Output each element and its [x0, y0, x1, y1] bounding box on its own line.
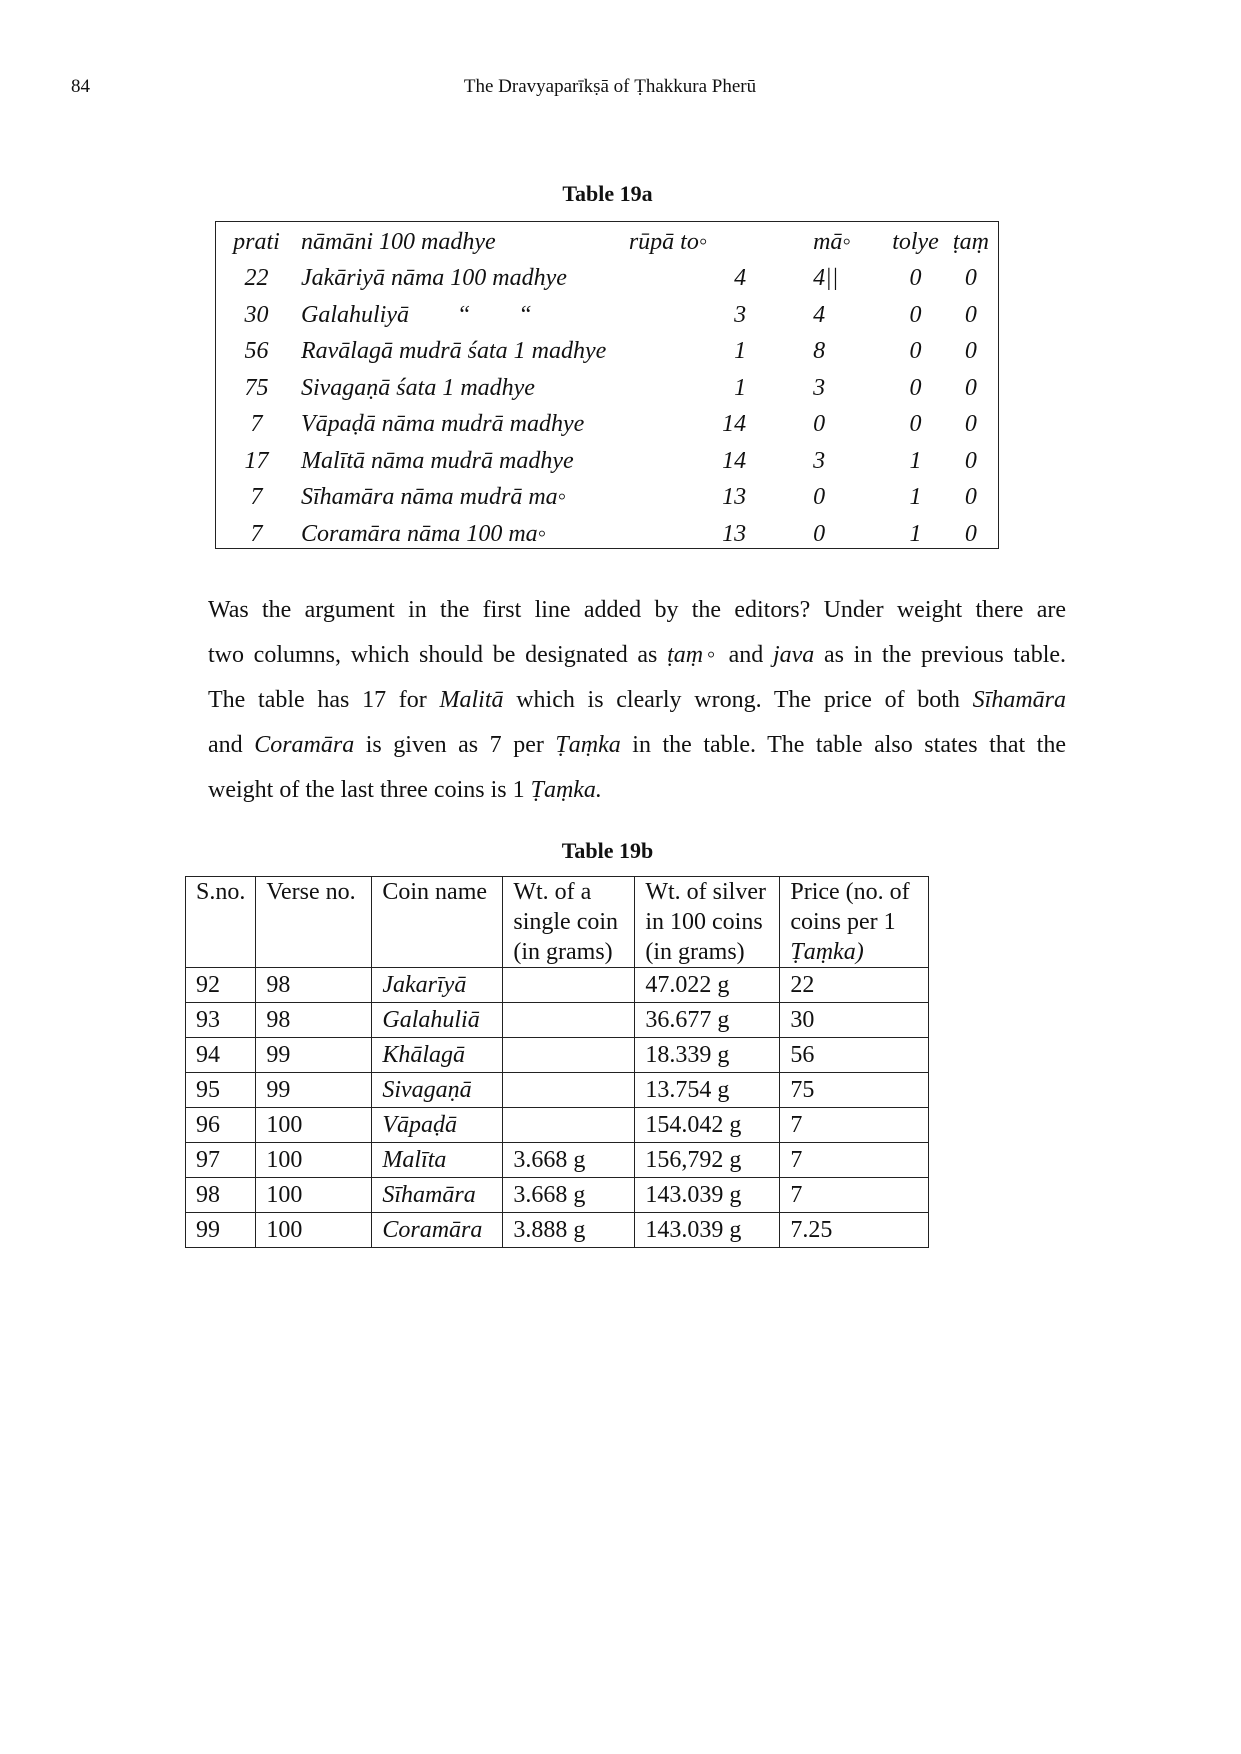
single-weight-cell — [503, 1003, 635, 1038]
table-19b-header-cell — [186, 877, 256, 968]
table-19a-header-cell: nāmāni 100 madhye — [300, 228, 496, 255]
table-19a-cell: 0 — [964, 484, 977, 511]
header-line: coins per 1 — [790, 909, 896, 935]
table-19a-cell: 56 — [244, 338, 269, 365]
table-19b-row — [186, 968, 929, 1003]
single-weight-cell — [503, 1073, 635, 1108]
table-19a-cell: 0 — [909, 338, 922, 365]
table-19a-cell: 0 — [909, 265, 922, 292]
table-19b-row — [186, 1003, 929, 1038]
table-19a-cell: 30 — [244, 301, 269, 328]
italic-term: java — [772, 642, 815, 668]
verse-cell: 99 — [256, 1073, 372, 1108]
coin-name-cell: Sivagaṇā — [372, 1073, 503, 1108]
table-19b-caption: Table 19b — [561, 838, 654, 863]
table-19a-cell: 0 — [909, 374, 922, 401]
single-weight-cell — [503, 968, 635, 1003]
coin-name-cell: Khālagā — [372, 1038, 503, 1073]
table-19a-cell: 0 — [964, 374, 977, 401]
text-run: in the table. The table also states that the — [620, 732, 1067, 758]
text-run: and — [718, 642, 773, 668]
table-19a-cell: 0 — [813, 484, 826, 511]
paragraph-line — [208, 768, 1066, 813]
table-19a-cell: 0 — [964, 338, 977, 365]
table-19b-row — [186, 1038, 929, 1073]
table-19a-header-cell: rūpā to◦ — [628, 228, 708, 255]
header-line: (in grams) — [513, 939, 613, 965]
table-19a-cell: 22 — [244, 265, 269, 292]
table-19b-header-cell — [780, 877, 929, 968]
table-19a-cell: 7 — [250, 411, 263, 438]
italic-term: Malitā — [439, 687, 504, 713]
table-19a-cell: 13 — [722, 484, 747, 511]
silver-weight-cell: 156,792 g — [635, 1143, 780, 1178]
body-paragraph — [208, 588, 1066, 813]
price-cell: 7 — [780, 1178, 929, 1213]
table-19b-header-cell — [503, 877, 635, 968]
coin-name-cell: Sīhamāra — [372, 1178, 503, 1213]
table-19a-cell: Coramāra nāma 100 ma◦ — [300, 520, 547, 547]
table-19b-row — [186, 1178, 929, 1213]
italic-term: Coramāra — [254, 732, 355, 758]
header-line: (in grams) — [645, 939, 745, 965]
paragraph-line — [208, 588, 1066, 633]
single-weight-cell: 3.888 g — [503, 1213, 635, 1248]
table-19a-header-cell: mā◦ — [813, 228, 851, 255]
paragraph-line — [208, 723, 1066, 768]
table-19a-cell: 1 — [909, 520, 922, 547]
table-19a-row — [216, 443, 998, 480]
text-run: The table has 17 for — [208, 687, 440, 713]
table-19b — [185, 876, 929, 1248]
page-number: 84 — [71, 76, 90, 97]
table-19a-cell: 1 — [909, 447, 922, 474]
table-19a-cell: 14 — [722, 447, 747, 474]
table-19a-cell: 0 — [964, 301, 977, 328]
verse-cell: 100 — [256, 1143, 372, 1178]
table-19a-cell: Sīhamāra nāma mudrā ma◦ — [300, 484, 567, 511]
table-19a-row — [216, 370, 998, 407]
table-19a-row — [216, 516, 998, 553]
table-19a-cell: 4|| — [813, 265, 839, 292]
italic-term: Ṭaṃka — [555, 732, 621, 758]
table-19a-cell: 0 — [964, 520, 977, 547]
table-19a-cell: Galahuliyā “ “ — [300, 301, 532, 328]
price-cell: 75 — [780, 1073, 929, 1108]
verse-cell: 100 — [256, 1108, 372, 1143]
price-cell: 56 — [780, 1038, 929, 1073]
sno-cell: 97 — [186, 1143, 256, 1178]
text-run: is given as 7 per — [354, 732, 556, 758]
table-19a-cell: 0 — [813, 520, 826, 547]
silver-weight-cell: 47.022 g — [635, 968, 780, 1003]
header-line: Wt. of silver — [645, 879, 766, 905]
table-19a-cell: 4 — [813, 301, 826, 328]
table-19a-cell: 1 — [734, 338, 747, 365]
silver-weight-cell: 36.677 g — [635, 1003, 780, 1038]
single-weight-cell: 3.668 g — [503, 1178, 635, 1213]
text-run: as in the previous table. — [814, 642, 1067, 668]
table-19a-cell: 3 — [734, 301, 747, 328]
paragraph-line — [208, 633, 1066, 678]
table-19a-row — [216, 334, 998, 371]
price-cell: 7 — [780, 1143, 929, 1178]
coin-name-cell: Vāpaḍā — [372, 1108, 503, 1143]
header-line: in 100 coins — [645, 909, 763, 935]
price-cell: 30 — [780, 1003, 929, 1038]
verse-cell: 100 — [256, 1178, 372, 1213]
verse-cell: 98 — [256, 968, 372, 1003]
table-19a — [215, 221, 999, 549]
table-19a-cell: 7 — [250, 520, 263, 547]
table-19a-cell: 17 — [244, 447, 269, 474]
table-19a-cell: 0 — [964, 447, 977, 474]
table-19a-cell: 13 — [722, 520, 747, 547]
table-19a-cell: Vāpaḍā nāma mudrā madhye — [300, 411, 585, 438]
table-19a-cell: 0 — [909, 301, 922, 328]
silver-weight-cell: 13.754 g — [635, 1073, 780, 1108]
table-19a-row — [216, 297, 998, 334]
table-19b-header-cell — [256, 877, 372, 968]
table-19a-row — [216, 407, 998, 444]
verse-cell: 98 — [256, 1003, 372, 1038]
table-19b-header-cell — [635, 877, 780, 968]
single-weight-cell — [503, 1108, 635, 1143]
table-19b-row — [186, 1108, 929, 1143]
table-19a-header-cell: prati — [233, 228, 280, 255]
single-weight-cell — [503, 1038, 635, 1073]
verse-cell: 100 — [256, 1213, 372, 1248]
table-19a-header-cell: ṭaṃ — [952, 228, 989, 255]
table-19b-row — [186, 1073, 929, 1108]
table-19a-caption: Table 19a — [562, 181, 653, 206]
running-title: The Dravyaparīkṣā of Ṭhakkura Pherū — [463, 76, 757, 97]
silver-weight-cell: 18.339 g — [635, 1038, 780, 1073]
sno-cell: 92 — [186, 968, 256, 1003]
table-19a-cell: 3 — [813, 374, 826, 401]
header-line: single coin — [513, 909, 619, 935]
paragraph-line — [208, 678, 1066, 723]
single-weight-cell: 3.668 g — [503, 1143, 635, 1178]
silver-weight-cell: 143.039 g — [635, 1178, 780, 1213]
header-line: Wt. of a — [513, 879, 592, 905]
table-19a-cell: 4 — [734, 265, 747, 292]
table-19a-cell: 0 — [813, 411, 826, 438]
text-run: which is clearly wrong. The price of both — [503, 687, 973, 713]
table-19a-cell: 0 — [964, 265, 977, 292]
header-line: Verse no. — [266, 879, 356, 905]
sno-cell: 98 — [186, 1178, 256, 1213]
coin-name-cell: Jakarīyā — [372, 968, 503, 1003]
silver-weight-cell: 143.039 g — [635, 1213, 780, 1248]
sno-cell: 95 — [186, 1073, 256, 1108]
table-19a-cell: Ravālagā mudrā śata 1 madhye — [300, 338, 607, 365]
table-19a-row — [216, 480, 998, 517]
italic-term: ṭaṃ◦ — [667, 642, 719, 668]
italic-term: Ṭaṃka. — [530, 777, 602, 803]
italic-term: Sīhamāra — [972, 687, 1066, 713]
table-19a-cell: Jakāriyā nāma 100 madhye — [300, 265, 567, 292]
price-cell: 7.25 — [780, 1213, 929, 1248]
table-19a-cell: 1 — [734, 374, 747, 401]
sno-cell: 99 — [186, 1213, 256, 1248]
text-run: two columns, which should be designated as — [208, 642, 668, 668]
table-19a-cell: 14 — [722, 411, 747, 438]
table-19a-cell: Sivagaṇā śata 1 madhye — [300, 374, 535, 401]
text-run: and — [208, 732, 255, 758]
price-cell: 22 — [780, 968, 929, 1003]
table-19a-row — [216, 261, 998, 298]
text-run: Was the argument in the first line added by the editors? Under weight there are — [208, 597, 1066, 623]
table-19a-cell: 8 — [813, 338, 826, 365]
table-19a-cell: 0 — [964, 411, 977, 438]
table-19b-row — [186, 1143, 929, 1178]
table-19a-cell: 1 — [909, 484, 922, 511]
sno-cell: 94 — [186, 1038, 256, 1073]
table-19a-cell: 3 — [813, 447, 826, 474]
sno-cell: 96 — [186, 1108, 256, 1143]
silver-weight-cell: 154.042 g — [635, 1108, 780, 1143]
table-19a-header-row — [216, 224, 998, 261]
coin-name-cell: Coramāra — [372, 1213, 503, 1248]
table-19a-cell: Malītā nāma mudrā madhye — [300, 447, 574, 474]
sno-cell: 93 — [186, 1003, 256, 1038]
verse-cell: 99 — [256, 1038, 372, 1073]
price-cell: 7 — [780, 1108, 929, 1143]
table-19a-header-cell: tolye — [892, 228, 939, 255]
text-run: weight of the last three coins is 1 — [208, 777, 531, 803]
table-19b-header-cell — [372, 877, 503, 968]
header-line: Ṭaṃka) — [790, 939, 864, 965]
header-line: Coin name — [382, 879, 488, 905]
table-19a-cell: 0 — [909, 411, 922, 438]
table-19b-row — [186, 1213, 929, 1248]
header-line: S.no. — [196, 879, 246, 905]
coin-name-cell: Galahuliā — [372, 1003, 503, 1038]
table-19a-cell: 7 — [250, 484, 263, 511]
table-19a-cell: 75 — [244, 374, 269, 401]
header-line: Price (no. of — [790, 879, 910, 905]
coin-name-cell: Malīta — [372, 1143, 503, 1178]
